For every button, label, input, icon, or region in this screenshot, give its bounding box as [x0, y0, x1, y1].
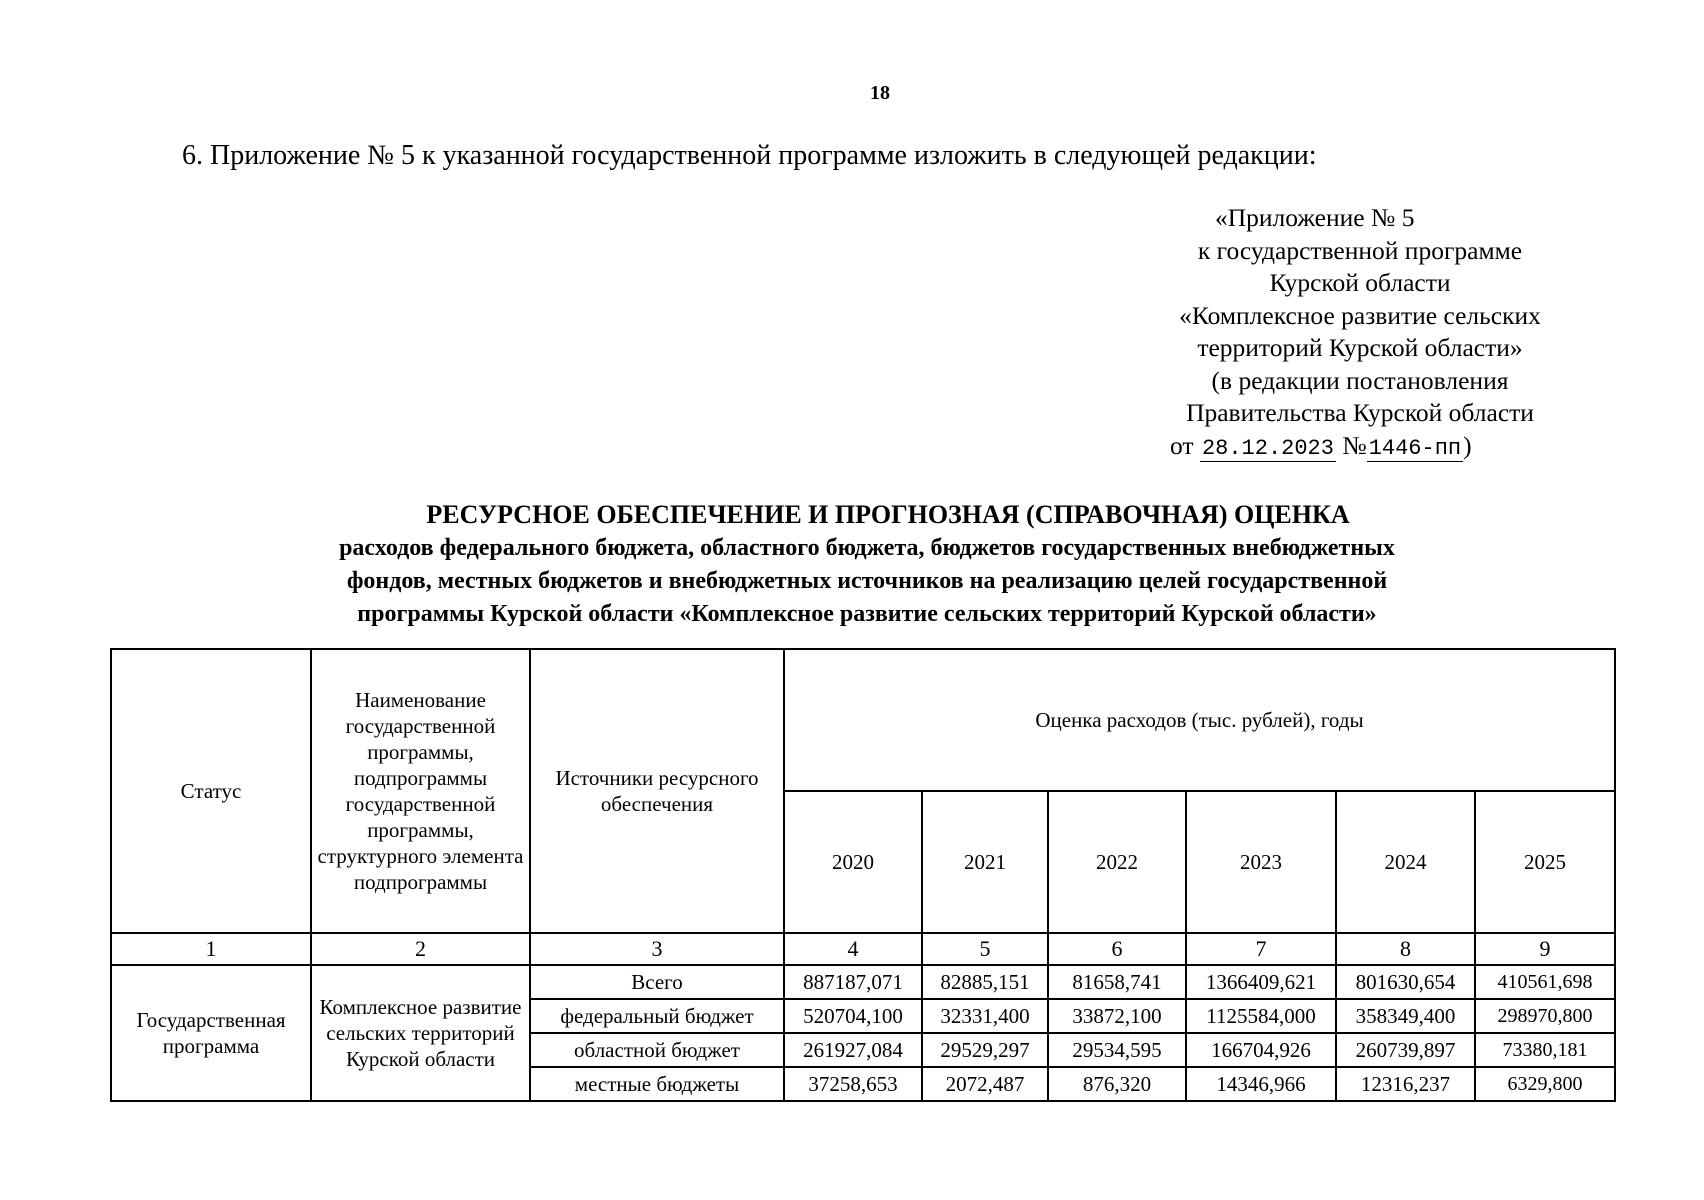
source-cell: местные бюджеты	[530, 1067, 784, 1101]
column-number: 8	[1336, 933, 1475, 965]
document-title	[0, 498, 1704, 631]
value-cell: 520704,100	[784, 999, 922, 1033]
value-cell: 358349,400	[1336, 999, 1475, 1033]
table-row	[111, 965, 1615, 999]
status-cell: Государственная программа	[111, 965, 311, 1101]
value-cell: 6329,800	[1475, 1067, 1615, 1101]
column-number: 1	[111, 933, 311, 965]
value-cell: 1125584,000	[1186, 999, 1336, 1033]
column-number: 4	[784, 933, 922, 965]
title-main: РЕСУРСНОЕ ОБЕСПЕЧЕНИЕ И ПРОГНОЗНАЯ (СПРАВОЧНАЯ) ОЦЕНКА	[426, 500, 1350, 529]
appendix-line: «Комплексное развитие сельских	[1179, 300, 1541, 330]
title-line: программы Курской области «Комплексное развитие сельских территорий Курской области»	[357, 601, 1377, 627]
column-number: 3	[530, 933, 784, 965]
header-program-name: Наименование государственной программы, подпрограммы государственной программы, структурного элемента подпрограммы	[311, 649, 530, 933]
value-cell: 261927,084	[784, 1033, 922, 1067]
value-cell: 32331,400	[922, 999, 1048, 1033]
header-year: 2022	[1048, 791, 1186, 933]
value-cell: 29529,297	[922, 1033, 1048, 1067]
value-cell: 166704,926	[1186, 1033, 1336, 1067]
header-year: 2025	[1475, 791, 1615, 933]
column-number: 6	[1048, 933, 1186, 965]
resource-table	[110, 648, 1616, 1102]
value-cell: 298970,800	[1475, 999, 1615, 1033]
header-year: 2021	[922, 791, 1048, 933]
number-label: №	[1342, 430, 1367, 460]
value-cell: 33872,100	[1048, 999, 1186, 1033]
value-cell: 37258,653	[784, 1067, 922, 1101]
appendix-line: Правительства Курской области	[1186, 398, 1534, 427]
appendix-header	[1130, 202, 1590, 465]
value-cell: 260739,897	[1336, 1033, 1475, 1067]
column-number: 2	[311, 933, 530, 965]
value-cell: 81658,741	[1048, 965, 1186, 999]
value-cell: 801630,654	[1336, 965, 1475, 999]
header-year: 2023	[1186, 791, 1336, 933]
value-cell: 2072,487	[922, 1067, 1048, 1101]
value-cell: 29534,595	[1048, 1033, 1186, 1067]
header-estimate: Оценка расходов (тыс. рублей), годы	[784, 649, 1615, 791]
title-line: расходов федерального бюджета, областного бюджета, бюджетов государственных внебюджетных	[339, 535, 1395, 561]
appendix-line: к государственной программе	[1197, 235, 1523, 265]
column-number: 9	[1475, 933, 1615, 965]
value-cell: 82885,151	[922, 965, 1048, 999]
appendix-line: территорий Курской области»	[1197, 333, 1523, 362]
resolution-number: 1446-пп	[1368, 435, 1462, 461]
source-cell: федеральный бюджет	[530, 999, 784, 1033]
resolution-reference	[1130, 430, 1590, 466]
column-number: 5	[922, 933, 1048, 965]
program-name-cell: Комплексное развитие сельских территорий Курской области	[311, 965, 530, 1101]
value-cell: 14346,966	[1186, 1067, 1336, 1101]
source-cell: Всего	[530, 965, 784, 999]
appendix-line: Курской области	[1269, 268, 1451, 297]
header-status: Статус	[111, 649, 311, 933]
appendix-line: (в редакции постановления	[1211, 365, 1509, 395]
header-year: 2024	[1336, 791, 1475, 933]
value-cell: 1366409,621	[1186, 965, 1336, 999]
column-number: 7	[1186, 933, 1336, 965]
page-number: 18	[870, 82, 890, 104]
appendix-line: «Приложение № 5	[1215, 203, 1415, 232]
value-cell: 12316,237	[1336, 1067, 1475, 1101]
header-sources: Источники ресурсного обеспечения	[530, 649, 784, 933]
from-label: от	[1170, 430, 1194, 460]
value-cell: 410561,698	[1475, 965, 1615, 999]
closing-paren: )	[1463, 430, 1472, 460]
intro-paragraph: 6. Приложение № 5 к указанной государственной программе изложить в следующей редакции:	[182, 140, 1317, 171]
header-year: 2020	[784, 791, 922, 933]
title-line: фондов, местных бюджетов и внебюджетных источников на реализацию целей государственной	[346, 568, 1388, 594]
resolution-date: 28.12.2023	[1201, 435, 1334, 461]
value-cell: 73380,181	[1475, 1033, 1615, 1067]
value-cell: 876,320	[1048, 1067, 1186, 1101]
value-cell: 887187,071	[784, 965, 922, 999]
source-cell: областной бюджет	[530, 1033, 784, 1067]
